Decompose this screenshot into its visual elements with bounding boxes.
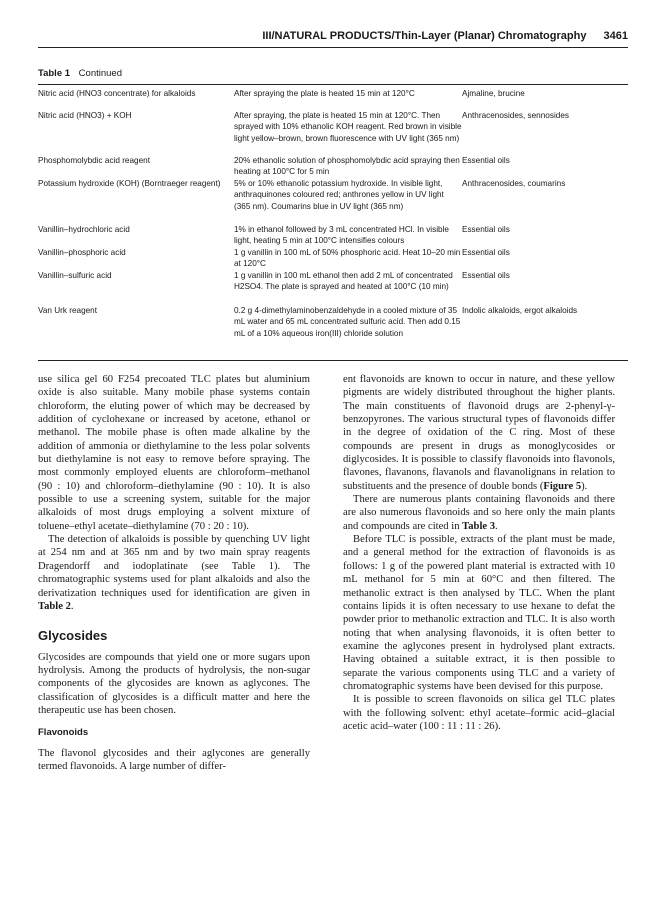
table-cell-compounds: Essential oils — [462, 225, 510, 234]
table-top-rule — [38, 84, 628, 85]
table-cell-procedure: After spraying the plate is heated 15 min at 120°C — [234, 89, 415, 98]
table-row — [38, 305, 628, 351]
paragraph: Glycosides are compounds that yield one or more sugars upon hydrolysis. Among the products of hydrolysis, the non-sugar components of the glycosides are known as aglycones. The classification of glycosides is a difficult matter and here the therapeutic use has been chosen. — [38, 651, 310, 716]
paragraph — [38, 533, 310, 613]
table-cell-procedure: After spraying, the plate is heated 15 min at 120°C. Then sprayed with 10% ethanolic KOH reagent. Red brown in visible light yellow–brown, brown fluorescence with UV light (365 nm) — [234, 111, 462, 143]
left-column — [38, 373, 310, 773]
reagent-table — [38, 88, 628, 351]
table-cell-compounds: Essential oils — [462, 248, 510, 257]
table-cell-compounds: Essential oils — [462, 156, 510, 165]
table-cell-reagent: Nitric acid (HNO3) + KOH — [38, 111, 132, 120]
table-cell-reagent: Nitric acid (HNO3 concentrate) for alkaloids — [38, 89, 196, 98]
table-cell-reagent: Vanillin–phosphoric acid — [38, 248, 126, 257]
subsection-heading-flavonoids: Flavonoids — [38, 727, 89, 739]
table-cell-compounds: Anthracenosides, sennosides — [462, 111, 569, 120]
table-cell-procedure: 1 g vanillin in 100 mL of 50% phosphoric acid. Heat 10–20 min at 120°C — [234, 248, 461, 269]
table-cell-compounds: Essential oils — [462, 271, 510, 280]
table-row — [38, 178, 628, 224]
table-2-reference: Table 2 — [38, 600, 71, 612]
paragraph-end: . — [70, 600, 74, 612]
table-cell-compounds: Anthracenosides, coumarins — [462, 179, 566, 188]
table-cell-reagent: Vanillin–hydrochloric acid — [38, 225, 130, 234]
table-cell-compounds: Indolic alkaloids, ergot alkaloids — [462, 306, 578, 315]
paragraph — [343, 493, 615, 533]
table-cell-procedure: 1 g vanillin in 100 mL ethanol then add 2 mL of concentrated H2SO4. The plate is sprayed and heated at 100°C (10 min) — [234, 271, 453, 292]
paragraph — [343, 373, 615, 493]
paragraph-end: ). — [581, 480, 588, 492]
table-row — [38, 247, 628, 270]
paragraph: The flavonol glycosides and their aglycones are generally termed flavonoids. A large number of differ- — [38, 747, 310, 772]
paragraph: It is possible to screen flavonoids on silica gel TLC plates with the following solvent: ethyl acetate–formic acid–glacial acetic acid–water (100 : 11 : 11 : 26). — [343, 694, 615, 732]
table-cell-reagent: Phosphomolybdic acid reagent — [38, 156, 150, 165]
table-cell-compounds: Ajmaline, brucine — [462, 89, 525, 98]
table-cell-reagent: Van Urk reagent — [38, 306, 98, 315]
paragraph-text: The detection of alkaloids is possible by quenching UV light at 254 nm and at 365 nm and by two main spray reagents Dragendorff and iodoplatinate (see Table 1). The chromatographic systems used for plant alkaloids and also the derivatization techniques used for identification are given in — [38, 534, 310, 599]
paragraph: Before TLC is possible, extracts of the plant must be made, and a general method for the extraction of flavonoids is as follows: 1 g of the powered plant material is extracted with 10 mL methanol for 5 min at 60°C and then filtered. The methanolic extract is then analysed by TLC. When the plant contains lipids it is often necessary to use hexane to defat the powder prior to methanolic extraction and TLC. It is also worth noting that when analysing flavonoids, it is often better to examine the aglycones present in hydrolysed plant extracts. Having obtained a suitable extract, it is then possible to separate the various components using TLC and a variety of chromatographic systems have been devised for this purpose. — [343, 534, 615, 692]
paragraph-text: ent flavonoids are known to occur in nature, and these yellow pigments are widely distributed throughout the higher plants. The main constituents of flavonoid drugs are 2-phenyl-γ-benzopyrones. The various structural types of flavonoids differ in the degree of oxidation of the C ring. Most of these compounds are present in drugs as monoglycosides or diglycosides. It is possible to classify flavonoids into flavonols, flavones, flavanons, flavanols and flavanolignans in relation to substituents and the presence of double bonds ( — [343, 374, 615, 492]
table-cell-reagent: Vanillin–sulfuric acid — [38, 271, 112, 280]
table-row — [38, 224, 628, 247]
table-row — [38, 88, 628, 110]
table-3-reference: Table 3 — [462, 520, 496, 532]
running-head-title: III/NATURAL PRODUCTS/Thin-Layer (Planar) Chromatography — [262, 30, 587, 42]
section-heading-glycosides: Glycosides — [38, 628, 108, 644]
table-caption — [38, 68, 122, 79]
running-head — [38, 30, 628, 42]
table-cell-procedure: 0.2 g 4-dimethylaminobenzaldehyde in a cooled mixture of 35 mL water and 65 mL concentrated sulfuric acid. Then add 0.15 mL of a 10% aqueous iron(III) chloride solution — [234, 306, 461, 338]
figure-5-reference: Figure 5 — [543, 480, 582, 492]
table-cell-reagent: Potassium hydroxide (KOH) (Borntraeger reagent) — [38, 179, 221, 188]
table-bottom-rule — [38, 360, 628, 361]
table-cell-procedure: 1% in ethanol followed by 3 mL concentrated HCl. In visible light, heating 5 min at 100°C intensifies colours — [234, 225, 449, 246]
table-cell-procedure: 5% or 10% ethanolic potassium hydroxide. In visible light, anthraquinones coloured red; anthrones yellow in UV light (365 nm). Coumarins blue in UV light (365 nm) — [234, 179, 444, 211]
right-column — [343, 373, 615, 733]
table-caption-text: Continued — [78, 68, 122, 79]
table-label: Table 1 — [38, 68, 71, 79]
page-number: 3461 — [603, 30, 628, 42]
table-row — [38, 155, 628, 178]
paragraph-end: . — [495, 520, 498, 532]
paragraph: use silica gel 60 F254 precoated TLC plates but aluminium oxide is also suitable. Many mobile phase systems contain chloroform, the eluting power of which may be decreased by addition of cyclohexane or increased by acetone, ethanol or methanol. The mobile phase is often made alkaline by the addition of ammonia or diethylamine to the less polar solvents but diethylamine is not easy to remove before spraying. The most commonly employed eluents are chloroform–methanol (90 : 10) and chloroform–diethylamine (90 : 10). It is also possible to use a screening system, suitable for the major alkaloids of most drugs employing a solvent mixture of toluene–ethyl acetate–diethylamine (70 : 20 : 10). — [38, 374, 310, 532]
table-row — [38, 110, 628, 155]
header-rule — [38, 47, 628, 48]
table-row — [38, 270, 628, 305]
paragraph-text: There are numerous plants containing flavonoids and there are also numerous flavonoids and so here only the main plants and compounds are cited in — [343, 494, 615, 532]
table-cell-procedure: 20% ethanolic solution of phosphomolybdic acid spraying then heating at 100°C for 5 min — [234, 156, 460, 177]
